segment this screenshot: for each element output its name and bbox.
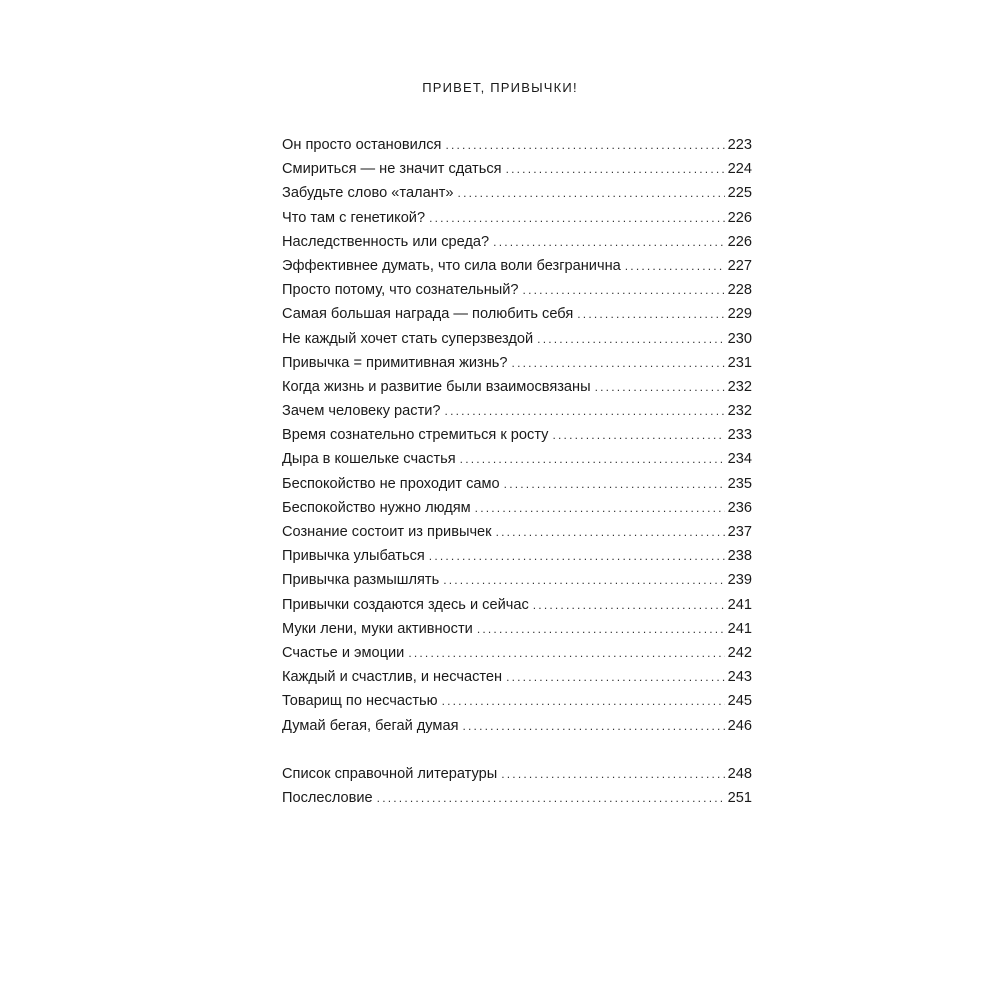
dot-leader (445, 133, 724, 157)
toc-entry (282, 278, 752, 302)
toc-entry-title: Эффективнее думать, что сила воли безгранична (282, 257, 621, 274)
toc-entry (282, 399, 752, 423)
dot-leader (504, 472, 725, 496)
toc-entry (282, 786, 752, 810)
dot-leader (493, 230, 724, 254)
dot-leader (458, 181, 725, 205)
toc-entry-title: Смириться — не значит сдаться (282, 161, 502, 178)
toc-entry-page-number: 248 (727, 765, 752, 782)
toc-entry (282, 689, 752, 713)
toc-entry-title: Не каждый хочет стать суперзвездой (282, 330, 534, 347)
toc-entry (282, 447, 752, 471)
dot-leader (537, 327, 724, 351)
dot-leader (445, 399, 725, 423)
dot-leader (408, 641, 724, 665)
toc-entry (282, 230, 752, 254)
toc-entry-title: Беспокойство нужно людям (282, 499, 471, 516)
dot-leader (533, 593, 725, 617)
toc-entry-page-number: 230 (727, 330, 752, 347)
toc-entry (282, 133, 752, 157)
dot-leader (477, 617, 725, 641)
toc-entry (282, 568, 752, 592)
toc-entry (282, 302, 752, 326)
toc-entry-title: Счастье и эмоции (282, 644, 405, 661)
running-head: ПРИВЕТ, ПРИВЫЧКИ! (422, 80, 578, 95)
toc-entry-page-number: 227 (727, 257, 752, 274)
toc-entry-page-number: 232 (727, 378, 752, 395)
toc-entry-title: Что там с генетикой? (282, 209, 426, 226)
toc-entry-page-number: 231 (727, 354, 752, 371)
toc-entry-title: Привычка = примитивная жизнь? (282, 354, 508, 371)
toc-entry-title: Беспокойство не проходит само (282, 475, 500, 492)
toc-entry-page-number: 226 (727, 233, 752, 250)
toc-entry-page-number: 239 (727, 572, 752, 589)
toc-entry (282, 327, 752, 351)
toc-entry-title: Просто потому, что сознательный? (282, 282, 519, 299)
dot-leader (577, 302, 724, 326)
dot-leader (429, 206, 725, 230)
toc-entry-title: Самая большая награда — полюбить себя (282, 306, 574, 323)
toc-entry-page-number: 245 (727, 693, 752, 710)
dot-leader (442, 689, 725, 713)
toc-entry-page-number: 251 (727, 789, 752, 806)
dot-leader (443, 568, 724, 592)
toc-entry (282, 520, 752, 544)
toc-entry-title: Сознание состоит из привычек (282, 524, 492, 540)
toc-entry-page-number: 246 (727, 717, 752, 734)
toc-entry (282, 714, 752, 738)
toc-entry-page-number: 242 (727, 644, 752, 661)
toc-entry-page-number: 236 (727, 499, 752, 516)
dot-leader (429, 544, 725, 568)
toc-back-matter (282, 762, 752, 810)
toc-entry-title: Список справочной литературы (282, 765, 498, 782)
toc-entry-title: Послесловие (282, 789, 373, 806)
toc-entry (282, 617, 752, 641)
dot-leader (506, 157, 725, 181)
dot-leader (523, 278, 725, 302)
toc-entry-title: Время сознательно стремиться к росту (282, 427, 549, 444)
dot-leader (506, 665, 725, 689)
dot-leader (377, 786, 725, 810)
toc-entry (282, 762, 752, 786)
toc-entry-title: Привычка размышлять (282, 572, 440, 589)
toc-entry-title: Когда жизнь и развитие были взаимосвязаны (282, 378, 591, 395)
toc-entry-title: Дыра в кошельке счастья (282, 451, 456, 468)
toc-entry (282, 181, 752, 205)
toc-entry (282, 375, 752, 399)
toc-entry (282, 496, 752, 520)
toc-entry (282, 206, 752, 230)
toc-entry-page-number: 228 (727, 282, 752, 299)
toc-entry (282, 641, 752, 665)
toc-entry-page-number: 223 (727, 137, 752, 153)
toc-entries (282, 133, 752, 738)
toc-entry (282, 157, 752, 181)
toc-entry-title: Товарищ по несчастью (282, 693, 438, 710)
toc-entry-title: Думай бегая, бегай думая (282, 717, 459, 734)
toc-entry-page-number: 241 (727, 596, 752, 613)
dot-leader (501, 762, 724, 786)
toc-entry-title: Привычки создаются здесь и сейчас (282, 596, 529, 613)
dot-leader (512, 351, 725, 375)
dot-leader (475, 496, 725, 520)
toc-entry-title: Наследственность или среда? (282, 233, 490, 250)
toc-entry-title: Привычка улыбаться (282, 548, 425, 565)
toc-entry (282, 254, 752, 278)
dot-leader (496, 520, 725, 544)
dot-leader (625, 254, 725, 278)
toc-entry-title: Зачем человеку расти? (282, 403, 441, 420)
toc-entry-title: Забудьте слово «талант» (282, 185, 454, 202)
toc-entry-page-number: 234 (727, 451, 752, 468)
toc-entry-page-number: 241 (727, 620, 752, 637)
dot-leader (460, 447, 725, 471)
toc-entry-page-number: 225 (727, 185, 752, 202)
table-of-contents (282, 133, 752, 810)
toc-entry-title: Муки лени, муки активности (282, 620, 473, 637)
toc-entry-page-number: 229 (727, 306, 752, 323)
toc-entry (282, 544, 752, 568)
toc-entry (282, 472, 752, 496)
toc-entry-page-number: 243 (727, 669, 752, 686)
toc-entry-page-number: 235 (727, 475, 752, 492)
toc-entry (282, 423, 752, 447)
toc-entry-page-number: 237 (727, 524, 752, 540)
toc-entry-page-number: 226 (727, 209, 752, 226)
dot-leader (462, 714, 724, 738)
toc-entry-page-number: 224 (727, 161, 752, 178)
toc-entry-page-number: 238 (727, 548, 752, 565)
toc-entry (282, 665, 752, 689)
toc-section-gap (282, 738, 752, 762)
toc-entry-title: Каждый и счастлив, и несчастен (282, 669, 503, 686)
toc-entry-page-number: 232 (727, 403, 752, 420)
dot-leader (595, 375, 725, 399)
toc-entry-page-number: 233 (727, 427, 752, 444)
toc-entry (282, 351, 752, 375)
toc-entry-title: Он просто остановился (282, 137, 442, 153)
toc-entry (282, 593, 752, 617)
dot-leader (552, 423, 724, 447)
